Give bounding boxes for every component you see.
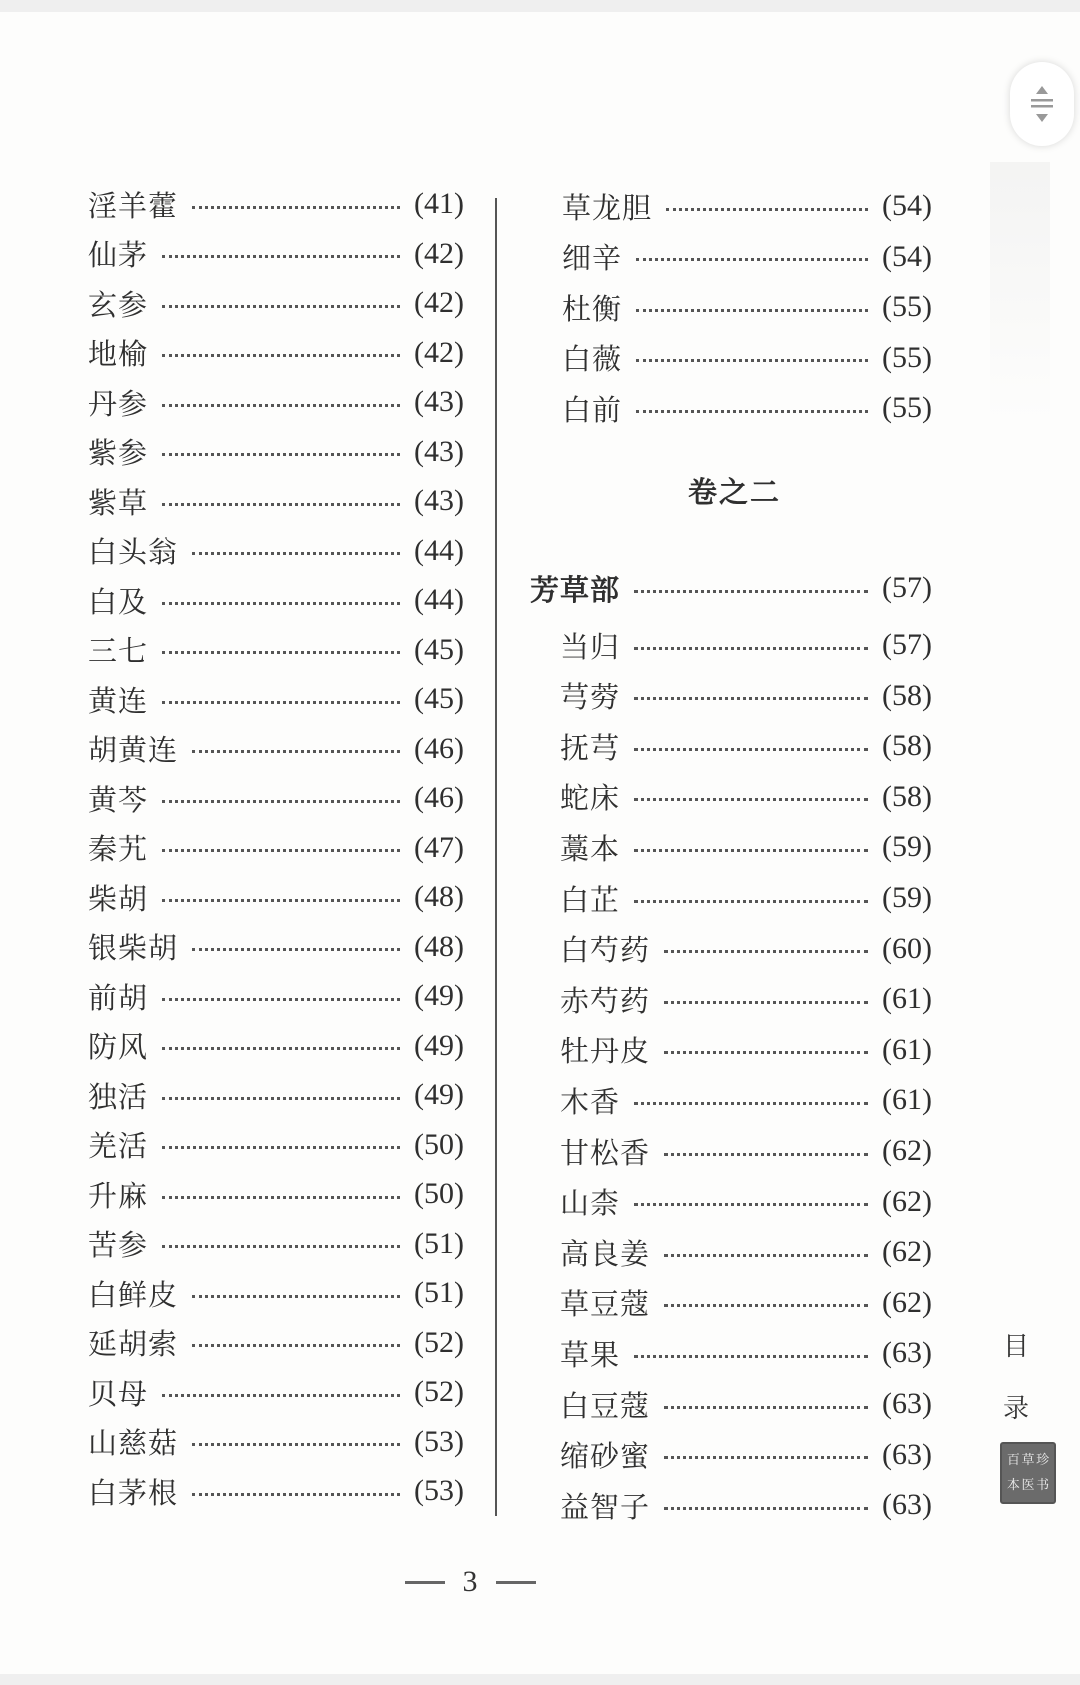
leader-dots	[192, 948, 400, 951]
leader-dots	[634, 697, 868, 700]
toc-entry[interactable]	[88, 629, 464, 671]
entry-page: (54)	[882, 189, 932, 222]
entry-name: 延胡索	[88, 1327, 179, 1361]
leader-dots	[162, 899, 400, 902]
leader-dots	[192, 206, 400, 209]
toc-entry[interactable]	[560, 675, 932, 717]
entry-name: 白头翁	[88, 535, 179, 569]
entry-page: (45)	[414, 632, 464, 666]
entry-page: (44)	[414, 583, 464, 616]
entry-page: (48)	[414, 880, 464, 913]
entry-page: (49)	[414, 1078, 464, 1111]
entry-name: 缩砂蜜	[560, 1439, 651, 1474]
entry-page: (55)	[882, 391, 932, 424]
entry-name: 山柰	[560, 1186, 621, 1221]
entry-name: 丹参	[88, 386, 149, 421]
entry-name: 白及	[88, 584, 149, 619]
entry-name: 仙茅	[88, 238, 149, 272]
entry-page: (62)	[882, 1134, 932, 1167]
leader-dots	[162, 1196, 400, 1199]
leader-dots	[162, 453, 400, 456]
toc-entry[interactable]	[560, 1079, 932, 1121]
entry-name: 紫草	[88, 485, 149, 520]
leader-dots	[162, 1146, 400, 1149]
toc-entry[interactable]	[560, 1130, 932, 1172]
entry-name: 白前	[562, 392, 623, 427]
leader-dots	[636, 359, 868, 362]
entry-page: (43)	[414, 434, 464, 468]
leader-dots	[162, 701, 400, 704]
leader-dots	[162, 800, 400, 803]
toc-entry[interactable]	[88, 827, 464, 869]
toc-entry[interactable]	[88, 1322, 464, 1364]
entry-page: (55)	[882, 340, 932, 374]
entry-name: 赤芍药	[560, 983, 651, 1018]
leader-dots	[192, 1493, 400, 1496]
entry-page: (62)	[882, 1235, 932, 1269]
entry-page: (62)	[882, 1285, 932, 1319]
toc-entry[interactable]	[560, 877, 932, 919]
entry-name: 防风	[88, 1030, 149, 1064]
entry-name: 柴胡	[88, 881, 149, 916]
leader-dots	[162, 651, 400, 654]
toc-entry[interactable]	[88, 926, 464, 968]
leader-dots	[162, 255, 400, 258]
leader-dots	[636, 410, 868, 413]
leader-dots	[664, 1304, 868, 1307]
entry-name: 木香	[560, 1084, 621, 1119]
leader-dots	[192, 750, 400, 753]
entry-page: (50)	[414, 1177, 464, 1210]
entry-page: (61)	[882, 1032, 932, 1066]
leader-dots	[664, 1254, 868, 1257]
toc-entry[interactable]	[560, 1181, 932, 1223]
scroll-toggle-icon	[1027, 82, 1057, 126]
entry-page: (55)	[882, 290, 932, 323]
toc-entry[interactable]	[560, 1029, 932, 1071]
entry-name: 山慈菇	[88, 1426, 179, 1460]
entry-page: (46)	[414, 731, 464, 765]
leader-dots	[666, 208, 868, 211]
leader-dots	[162, 503, 400, 506]
leader-dots	[162, 354, 400, 357]
entry-name: 抚芎	[560, 730, 621, 765]
volume-heading: 卷之二	[688, 475, 782, 509]
entry-page: (61)	[882, 982, 932, 1016]
section-entry[interactable]	[530, 567, 932, 609]
entry-name: 银柴胡	[88, 931, 179, 965]
entry-name: 益智子	[560, 1489, 651, 1524]
leader-dots	[634, 900, 868, 903]
entry-name: 甘松香	[560, 1135, 651, 1170]
toc-entry[interactable]	[88, 777, 464, 819]
toc-entry[interactable]	[560, 978, 932, 1020]
leader-dots	[636, 258, 868, 261]
toc-entry[interactable]	[88, 381, 464, 423]
entry-name: 藁本	[560, 831, 621, 866]
leader-dots	[664, 950, 868, 953]
entry-page: (63)	[882, 1387, 932, 1420]
toc-entry[interactable]	[88, 480, 464, 522]
leader-dots	[162, 1245, 400, 1248]
leader-dots	[634, 590, 868, 593]
column-divider	[495, 198, 497, 1516]
leader-dots	[634, 748, 868, 751]
entry-page: (58)	[882, 729, 932, 763]
entry-name: 白豆蔻	[560, 1388, 651, 1423]
toc-entry[interactable]	[560, 1282, 932, 1324]
document-page	[0, 12, 1080, 1674]
entry-page: (59)	[882, 830, 932, 864]
entry-page: (61)	[882, 1083, 932, 1117]
toc-entry[interactable]	[88, 431, 464, 473]
entry-page: (45)	[414, 682, 464, 715]
entry-name: 高良姜	[560, 1236, 651, 1271]
toc-entry[interactable]	[560, 624, 932, 666]
section-name: 芳草部	[530, 572, 621, 607]
footer-dash-left	[405, 1581, 445, 1584]
entry-page: (59)	[882, 881, 932, 914]
toc-entry[interactable]	[562, 185, 932, 227]
entry-name: 升麻	[88, 1178, 149, 1213]
entry-page: (42)	[414, 286, 464, 319]
leader-dots	[634, 1203, 868, 1206]
toc-entry[interactable]	[88, 233, 464, 275]
toc-entry[interactable]	[560, 1434, 932, 1476]
toc-entry[interactable]	[88, 530, 464, 572]
leader-dots	[192, 1443, 400, 1446]
toc-entry[interactable]	[88, 1173, 464, 1215]
entry-name: 紫参	[88, 436, 149, 470]
entry-name: 草豆蔻	[560, 1287, 651, 1322]
entry-name: 地榆	[88, 337, 149, 371]
entry-page: (53)	[414, 1474, 464, 1507]
entry-page: (49)	[414, 1028, 464, 1062]
toc-entry[interactable]	[88, 1421, 464, 1463]
toc-entry[interactable]	[88, 1124, 464, 1166]
entry-name: 三七	[88, 634, 149, 668]
leader-dots	[636, 309, 868, 312]
toc-entry[interactable]	[88, 728, 464, 770]
toc-entry[interactable]	[560, 1484, 932, 1526]
entry-name: 玄参	[88, 287, 149, 322]
entry-name: 白茅根	[88, 1475, 179, 1510]
entry-name: 贝母	[88, 1376, 149, 1411]
entry-page: (42)	[414, 236, 464, 270]
leader-dots	[634, 849, 868, 852]
entry-page: (52)	[414, 1375, 464, 1408]
entry-name: 牡丹皮	[560, 1034, 651, 1069]
toc-entry[interactable]	[88, 282, 464, 324]
leader-dots	[162, 602, 400, 605]
entry-name: 蛇床	[560, 781, 621, 816]
entry-page: (42)	[414, 335, 464, 369]
entry-page: (44)	[414, 533, 464, 567]
entry-page: (58)	[882, 779, 932, 813]
page-footer	[0, 1560, 1010, 1604]
entry-page: (53)	[414, 1424, 464, 1458]
entry-page: (51)	[414, 1276, 464, 1309]
leader-dots	[162, 998, 400, 1001]
toc-entry[interactable]	[560, 1231, 932, 1273]
entry-name: 独活	[88, 1079, 149, 1114]
entry-name: 淫羊藿	[88, 188, 179, 223]
entry-page: (62)	[882, 1184, 932, 1218]
entry-name: 草龙胆	[562, 190, 653, 225]
toc-entry[interactable]	[560, 1383, 932, 1425]
toc-entry[interactable]	[560, 1332, 932, 1374]
leader-dots	[192, 552, 400, 555]
leader-dots	[162, 849, 400, 852]
scroll-toggle-button[interactable]	[1010, 62, 1074, 146]
entry-page: (51)	[414, 1226, 464, 1260]
leader-dots	[162, 1394, 400, 1397]
entry-page: (54)	[882, 239, 932, 273]
toc-entry[interactable]	[562, 387, 932, 429]
toc-entry[interactable]	[88, 975, 464, 1017]
leader-dots	[664, 1001, 868, 1004]
toc-entry[interactable]	[88, 579, 464, 621]
entry-name: 白鲜皮	[88, 1277, 179, 1312]
entry-name: 白芷	[560, 882, 621, 917]
entry-name: 黄连	[88, 683, 149, 718]
leader-dots	[664, 1153, 868, 1156]
entry-page: (63)	[882, 1488, 932, 1522]
toc-entry[interactable]	[88, 1074, 464, 1116]
leader-dots	[162, 1047, 400, 1050]
toc-entry[interactable]	[88, 332, 464, 374]
toc-entry[interactable]	[88, 1371, 464, 1413]
entry-page: (50)	[414, 1127, 464, 1161]
footer-dash-right	[496, 1581, 536, 1584]
toc-entry[interactable]	[560, 776, 932, 818]
toc-entry[interactable]	[88, 183, 464, 225]
entry-page: (48)	[414, 929, 464, 963]
entry-page: (63)	[882, 1437, 932, 1471]
entry-name: 白薇	[562, 342, 623, 376]
entry-page: (60)	[882, 931, 932, 965]
toc-entry[interactable]	[560, 725, 932, 767]
leader-dots	[162, 404, 400, 407]
entry-page: (47)	[414, 830, 464, 864]
leader-dots	[634, 1355, 868, 1358]
entry-page: (46)	[414, 781, 464, 814]
entry-name: 白芍药	[560, 933, 651, 968]
toc-entry[interactable]	[88, 1272, 464, 1314]
entry-name: 草果	[560, 1337, 621, 1372]
leader-dots	[192, 1295, 400, 1298]
leader-dots	[634, 647, 868, 650]
entry-name: 胡黄连	[88, 733, 179, 767]
entry-name: 前胡	[88, 980, 149, 1015]
entry-name: 苦参	[88, 1228, 149, 1262]
entry-name: 羌活	[88, 1129, 149, 1163]
side-label-mu: 目	[1003, 1332, 1030, 1362]
entry-page: (43)	[414, 484, 464, 517]
leader-dots	[162, 305, 400, 308]
leader-dots	[664, 1051, 868, 1054]
leader-dots	[664, 1456, 868, 1459]
entry-name: 芎䓖	[560, 680, 621, 715]
leader-dots	[664, 1507, 868, 1510]
leader-dots	[162, 1097, 400, 1100]
side-label-lu: 录	[1003, 1394, 1030, 1424]
toc-entry[interactable]	[560, 826, 932, 868]
entry-name: 秦艽	[88, 832, 149, 866]
section-page: (57)	[882, 571, 932, 604]
toc-entry[interactable]	[88, 1470, 464, 1512]
page-number: 3	[462, 1565, 478, 1598]
entry-page: (41)	[414, 187, 464, 220]
entry-name: 当归	[560, 629, 621, 664]
entry-page: (43)	[414, 385, 464, 418]
entry-name: 杜衡	[562, 291, 623, 326]
entry-page: (49)	[414, 979, 464, 1012]
toc-entry[interactable]	[88, 678, 464, 720]
entry-page: (63)	[882, 1336, 932, 1370]
publisher-seal: 百 草 珍 本 医 书	[1000, 1442, 1056, 1504]
toc-entry[interactable]	[88, 1025, 464, 1067]
toc-entry[interactable]	[562, 337, 932, 379]
toc-entry[interactable]	[88, 876, 464, 918]
toc-entry[interactable]	[88, 1223, 464, 1265]
entry-page: (52)	[414, 1325, 464, 1359]
leader-dots	[634, 1102, 868, 1105]
entry-name: 细辛	[562, 241, 623, 275]
toc-entry[interactable]	[562, 286, 932, 328]
entry-page: (58)	[882, 678, 932, 712]
bleed-through-shadow	[990, 162, 1050, 422]
leader-dots	[664, 1406, 868, 1409]
toc-entry[interactable]	[562, 236, 932, 278]
leader-dots	[192, 1344, 400, 1347]
toc-entry[interactable]	[560, 928, 932, 970]
leader-dots	[634, 798, 868, 801]
entry-page: (57)	[882, 628, 932, 661]
entry-name: 黄芩	[88, 782, 149, 817]
